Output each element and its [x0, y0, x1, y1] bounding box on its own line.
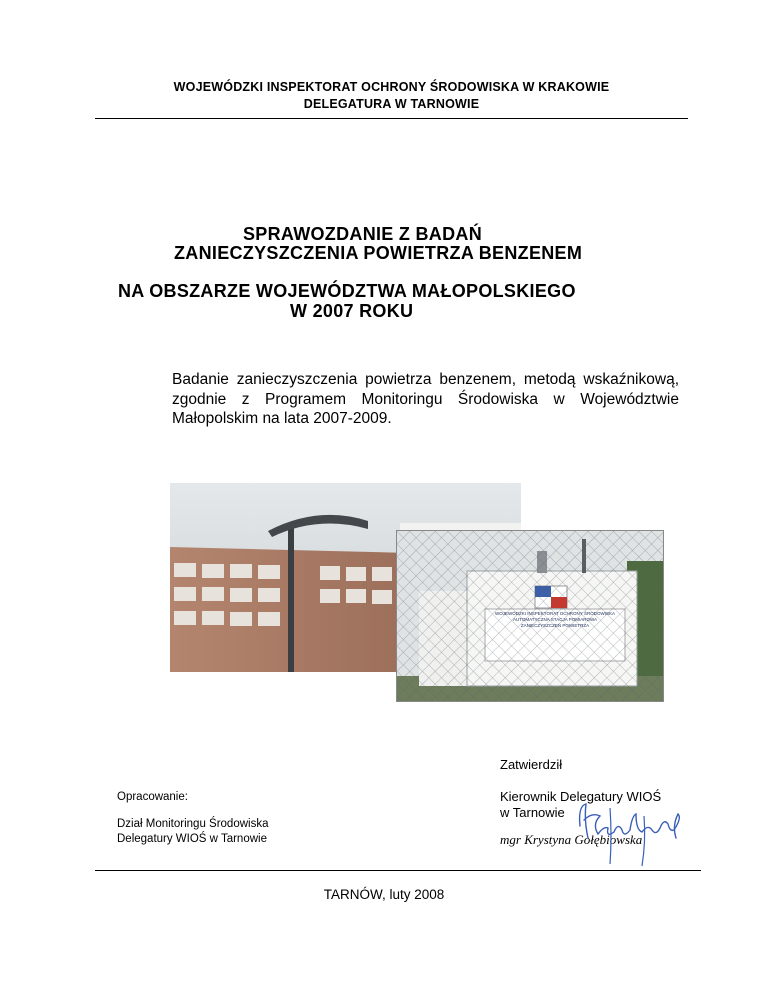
prepared-line-2: Delegatury WIOŚ w Tarnowie	[117, 833, 267, 845]
header-line-1: WOJEWÓDZKI INSPEKTORAT OCHRONY ŚRODOWISKA W KRAKOWIE	[173, 80, 610, 94]
photo-monitoring-station	[396, 530, 664, 702]
approval-name: mgr Krystyna Gołębiowska	[500, 832, 643, 847]
place-and-date: TARNÓW, luty 2008	[323, 887, 445, 902]
title-line-4: W 2007 ROKU	[290, 301, 414, 321]
handwritten-signature	[570, 786, 686, 870]
header-line-2: DELEGATURA W TARNOWIE	[303, 97, 480, 111]
prepared-label: Opracowanie:	[117, 791, 188, 803]
station-sign-line-1: WOJEWÓDZKI INSPEKTORAT OCHRONY ŚRODOWISKA	[495, 611, 615, 616]
title-line-2: ZANIECZYSZCZENIA POWIETRZA BENZENEM	[174, 243, 583, 263]
title-line-3: NA OBSZARZE WOJEWÓDZTWA MAŁOPOLSKIEGO	[118, 281, 576, 301]
prepared-department	[117, 817, 268, 847]
header-rule	[95, 118, 688, 119]
institution-header	[95, 79, 688, 113]
station-sign-line-2: AUTOMATYCZNA STACJA POMIAROWA	[512, 617, 598, 622]
station-sign-line-3: ZANIECZYSZCZEŃ POWIETRZA	[520, 623, 590, 628]
station-sign	[485, 611, 625, 629]
report-description: Badanie zanieczyszczenia powietrza benzenem, metodą wskaźnikową, zgodnie z Programem Monitoringu Środowiska w Województwie Małopolskim na lata 2007-2009.	[172, 371, 679, 427]
footer-rule	[95, 870, 701, 871]
title-line-1: SPRAWOZDANIE Z BADAŃ	[243, 224, 482, 244]
approval-label: Zatwierdził	[500, 757, 563, 772]
approval-role-line-2: w Tarnowie	[500, 805, 565, 820]
approval-role-line-1: Kierownik Delegatury WIOŚ	[500, 789, 662, 804]
prepared-line-1: Dział Monitoringu Środowiska	[117, 818, 269, 830]
